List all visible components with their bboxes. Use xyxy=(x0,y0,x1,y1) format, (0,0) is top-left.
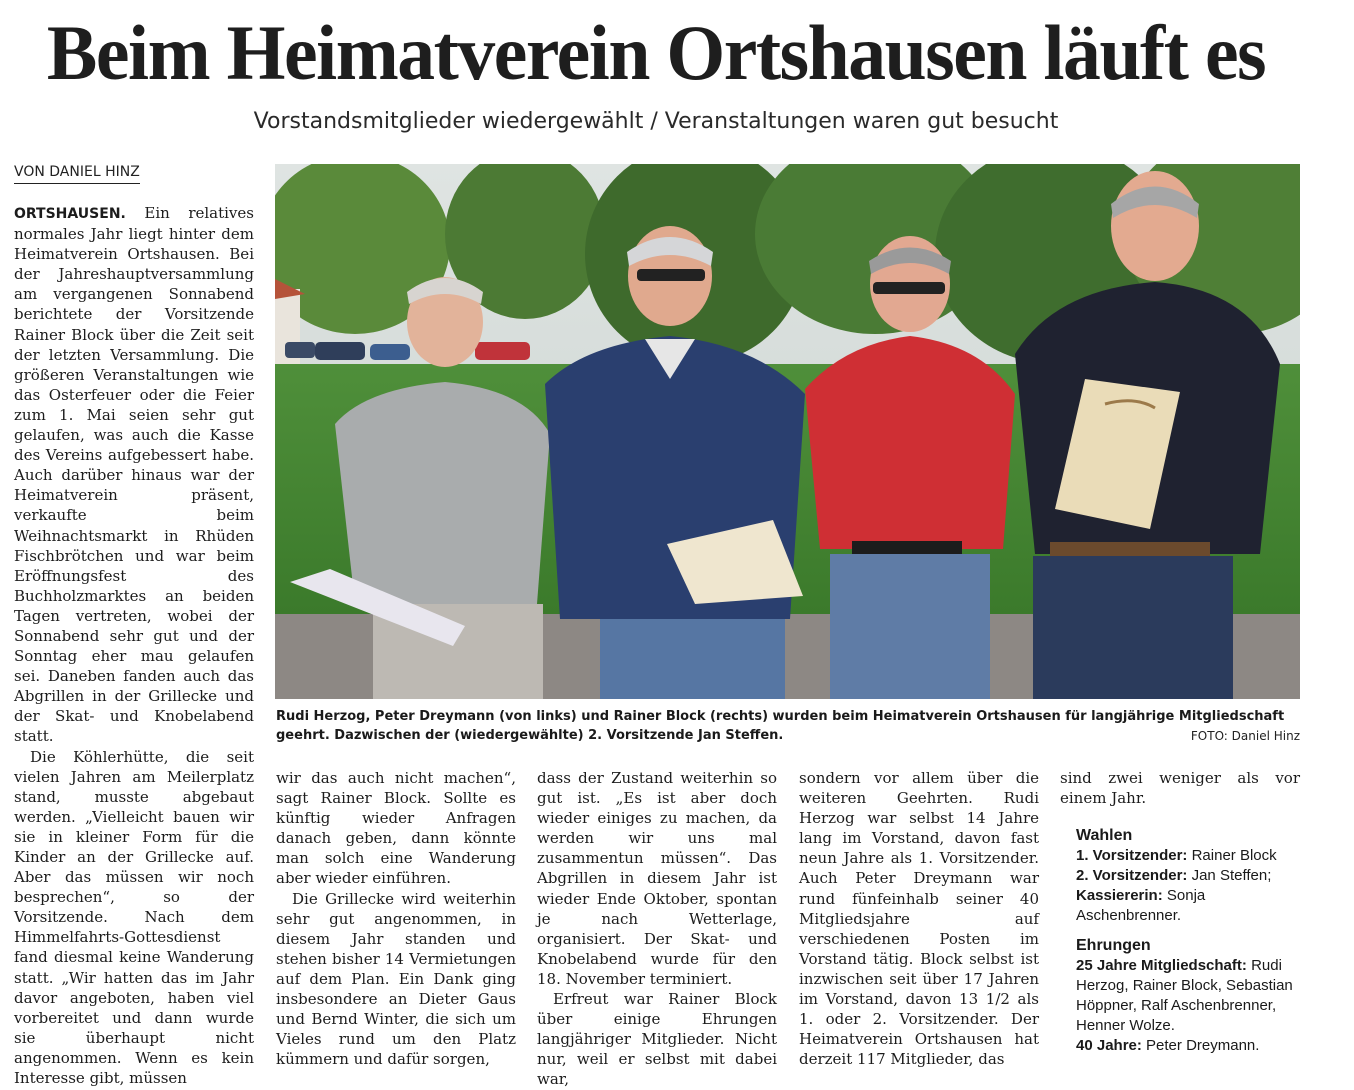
person-name: Rainer Block xyxy=(1191,847,1277,864)
paragraph xyxy=(14,203,254,747)
paragraph-text: Ein relatives normales Jahr liegt hinter dem Heimatverein Ortshausen. Bei der Jahreshauptversammlung am vergangenen Sonnabend berichtete der Vorsitzende Rainer Block über die Zeit seit der letzten Versammlung. Die größeren Veranstaltungen wie das Osterfeuer oder die Feier zum 1. Mai seien sehr gut gelaufen, was auch die Kasse des Vereins aufgebessert habe. Auch darüber hinaus war der Heimatverein präsent, verkaufte beim Weihnachtsmarkt in Rhüden Fischbrötchen und war beim Eröffnungsfest des Buchholzmarktes an beiden Tagen vertreten, wobei der Sonnabend sehr gut und der Sonntag eher mau gelaufen sei. Daneben fanden auch das Abgrillen in der Grillecke und der Skat- und Knobelabend statt. xyxy=(14,204,254,746)
subheadline: Vorstandsmitglieder wiedergewählt / Veranstaltungen waren gut besucht xyxy=(253,109,1059,134)
photo-caption: Rudi Herzog, Peter Dreymann (von links) und Rainer Block (rechts) wurden beim Heimatverein Ortshausen für langjährige Mitgliedschaft geehrt. Dazwischen der (wiedergewählte) 2. Vorsitzende Jan Steffen. xyxy=(276,709,1285,743)
wahlen-heading: Wahlen xyxy=(1076,827,1133,844)
ehrungen-item xyxy=(1076,956,1308,1036)
paragraph: wir das auch nicht machen“, sagt Rainer Block. Sollte es künftig wieder Anfragen danach geben, dann könnte man solch eine Wanderung aber wieder einführen. xyxy=(276,769,516,888)
info-box xyxy=(1076,826,1308,1066)
article-column-2 xyxy=(276,768,516,1069)
article-photo xyxy=(275,164,1300,699)
paragraph: sondern vor allem über die weiteren Geehrten. Rudi Herzog war selbst 14 Jahre lang im Vorstand, davon fast neun Jahre als 1. Vorsitzender. Auch Peter Dreymann war rund fünfeinhalb seiner 40 Mitgliedsjahre auf verschiedenen Posten im Vorstand tätig. Block selbst ist inzwischen seit über 17 Jahren im Vorstand, davon 13 1/2 als 1. oder 2. Vorsitzender. Der Heimatverein Ortshausen hat derzeit 117 Mitglieder, das xyxy=(799,769,1039,1069)
role-label: 2. Vorsitzender: xyxy=(1076,867,1188,884)
ehrungen-section xyxy=(1076,936,1308,1056)
byline: VON DANIEL HINZ xyxy=(14,162,140,184)
paragraph: Die Grillecke wird weiterhin sehr gut angenommen, in diesem Jahr standen und stehen bisher 14 Vermietungen auf dem Plan. Ein Dank ging insbesondere an Dieter Gaus und Bernd Winter, die sich um Vieles rund um den Platz kümmern und dafür sorgen, xyxy=(276,889,516,1069)
wahlen-section xyxy=(1076,826,1308,926)
paragraph: sind zwei weniger als vor einem Jahr. xyxy=(1060,769,1300,808)
article-column-4 xyxy=(799,768,1039,1069)
article-column-5 xyxy=(1060,768,1300,808)
honor-names: Rudi Herzog, Rainer Block, Sebastian Höppner, Ralf Aschenbrenner, Henner Wolze. xyxy=(1076,957,1293,1034)
role-label: Kassiererin: xyxy=(1076,887,1163,904)
photo-illustration xyxy=(275,164,1300,699)
article-column-1 xyxy=(14,203,254,1088)
honor-names: Peter Dreymann. xyxy=(1146,1037,1260,1054)
wahlen-item xyxy=(1076,866,1308,886)
honor-label: 25 Jahre Mitgliedschaft: xyxy=(1076,957,1247,974)
role-label: 1. Vorsitzender: xyxy=(1076,847,1188,864)
wahlen-item xyxy=(1076,846,1308,866)
ehrungen-heading: Ehrungen xyxy=(1076,937,1151,954)
headline: Beim Heimatverein Ortshausen läuft es xyxy=(46,9,1266,96)
dateline: ORTSHAUSEN. xyxy=(14,206,126,222)
ehrungen-item xyxy=(1076,1036,1308,1056)
person-name: Sonja Aschenbrenner. xyxy=(1076,887,1206,924)
paragraph: Erfreut war Rainer Block über einige Ehrungen langjähriger Mitglieder. Nicht nur, weil er selbst mit dabei war, xyxy=(537,990,777,1089)
person-name: Jan Steffen; xyxy=(1191,867,1272,884)
photo-credit: FOTO: Daniel Hinz xyxy=(1190,729,1300,743)
honor-label: 40 Jahre: xyxy=(1076,1037,1142,1054)
paragraph: dass der Zustand weiterhin so gut ist. „Es ist aber doch wieder einiges zu machen, da werden wir uns mal zusammentun müssen“. Das Abgrillen in diesem Jahr ist wieder Ende Oktober, spontan je nach Wetterlage, organisiert. Der Skat- und Knobelabend wurde für den 18. November terminiert. xyxy=(537,769,777,988)
paragraph: Die Köhlerhütte, die seit vielen Jahren am Meilerplatz stand, musste abgebaut werden. „Vielleicht bauen wir sie in kleiner Form für die Kinder an der Grillecke auf. Aber das müssen wir noch besprechen“, so der Vorsitzende. Nach dem Himmelfahrts-Gottesdienst fand diesmal keine Wanderung statt. „Wir hatten das im Jahr davor angeboten, haben viel vorbereitet und dann wurde sie überhaupt nicht angenommen. Wenn es kein Interesse gibt, müssen xyxy=(14,747,254,1088)
wahlen-item xyxy=(1076,886,1308,926)
article-column-3 xyxy=(537,768,777,1090)
